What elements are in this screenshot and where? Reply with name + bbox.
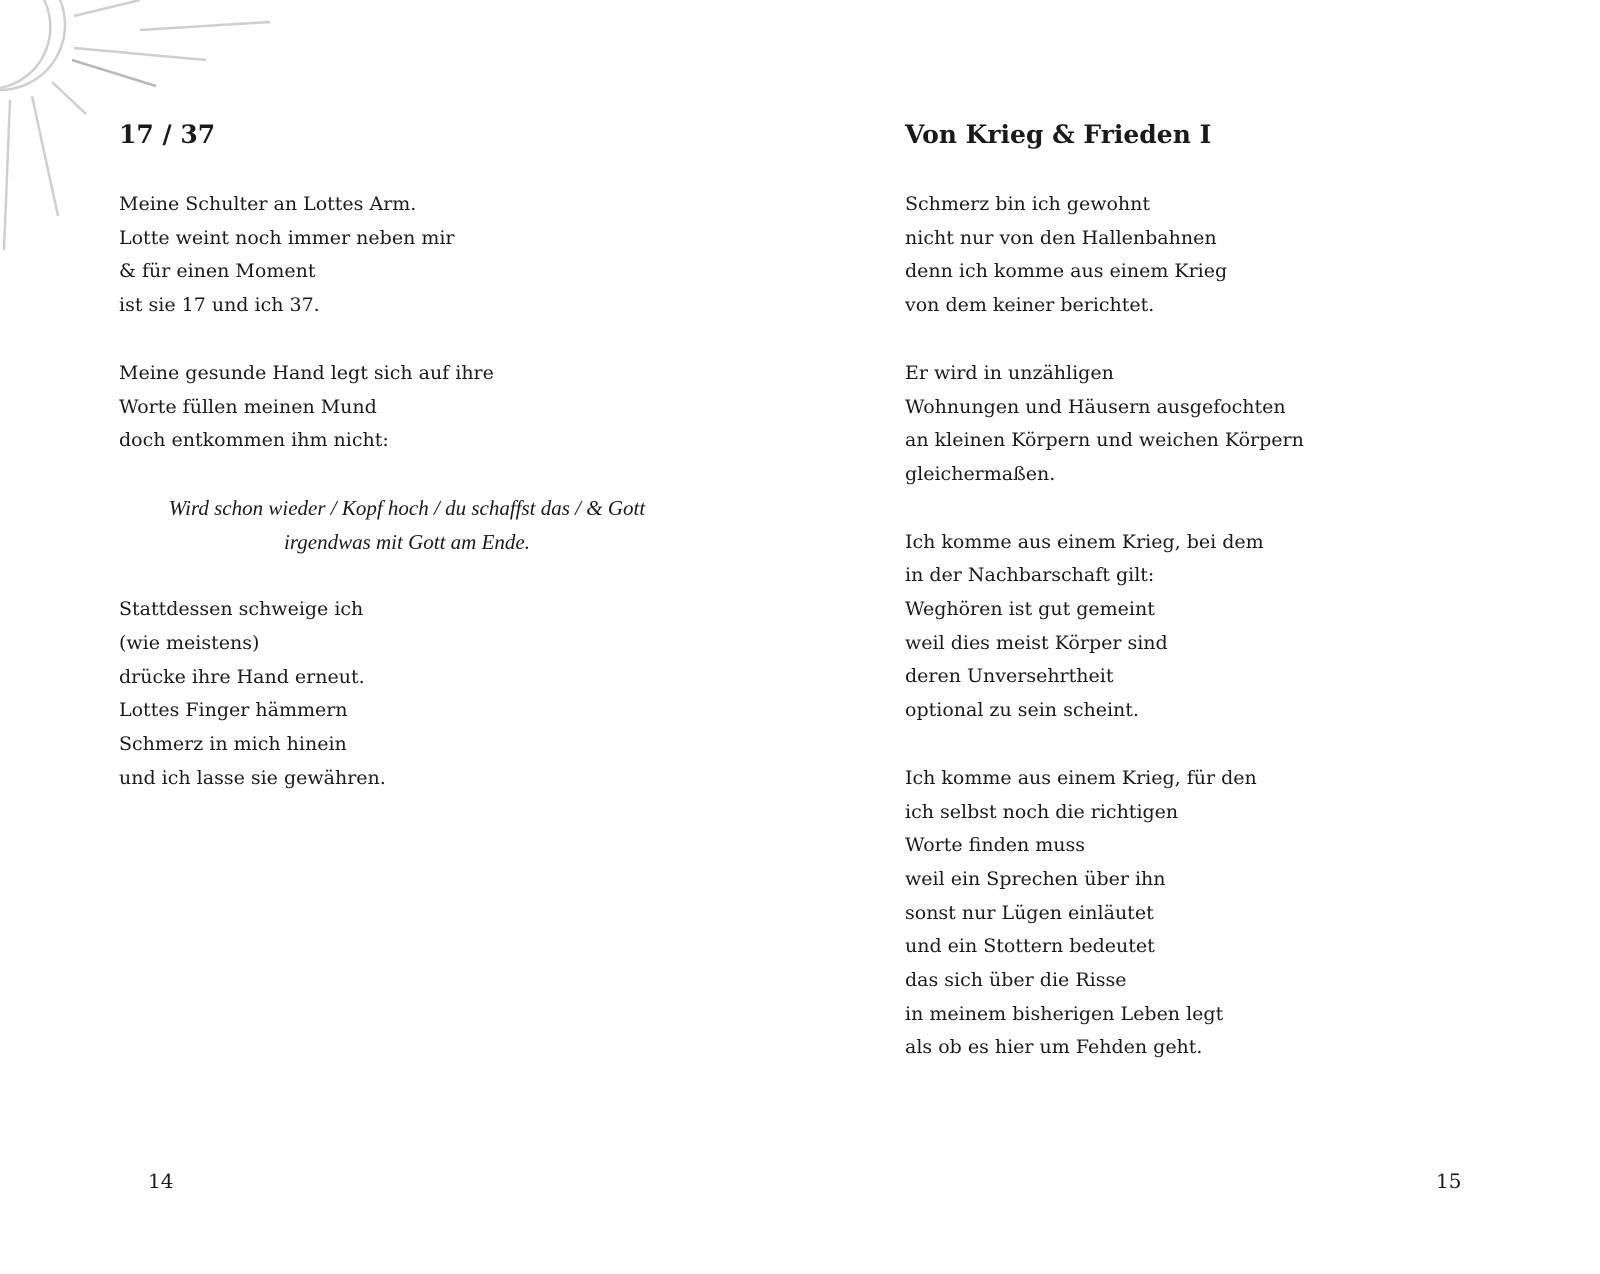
poem-line: Er wird in unzähligen — [905, 361, 1114, 384]
quote-line: Wird schon wieder / Kopf hoch / du schaffst das / & Gott — [168, 495, 646, 520]
poem-line: in der Nachbarschaft gilt: — [905, 564, 1155, 587]
poem-line: optional zu sein scheint. — [905, 699, 1139, 722]
poem-line: (wie meistens) — [119, 632, 260, 655]
stanza — [119, 593, 719, 795]
page-number: 15 — [1436, 1169, 1462, 1193]
poem-line: Stattdessen schweige ich — [119, 598, 364, 621]
poem-line: Schmerz in mich hinein — [119, 733, 347, 756]
poem-line: und ein Stottern bedeutet — [905, 935, 1155, 958]
poem-title: 17 / 37 — [119, 120, 216, 149]
stanza — [905, 188, 1505, 323]
italic-quote — [119, 492, 695, 559]
poem-line: an kleinen Körpern und weichen Körpern — [905, 429, 1304, 452]
stanza — [905, 526, 1505, 728]
poem-line: denn ich komme aus einem Krieg — [905, 260, 1228, 283]
poem-line: drücke ihre Hand erneut. — [119, 665, 365, 688]
poem-line: gleichermaßen. — [905, 462, 1056, 485]
poem-line: Lottes Finger hämmern — [119, 699, 348, 722]
poem-line: Worte füllen meinen Mund — [119, 395, 377, 418]
poem-line: Weghören ist gut gemeint — [905, 598, 1155, 621]
poem-line: ist sie 17 und ich 37. — [119, 294, 320, 317]
poem-line: in meinem bisherigen Leben legt — [905, 1002, 1224, 1025]
poem-line: das sich über die Risse — [905, 969, 1127, 992]
poem-line: Lotte weint noch immer neben mir — [119, 226, 455, 249]
poem-line: als ob es hier um Fehden geht. — [905, 1036, 1203, 1059]
poem-line: sonst nur Lügen einläutet — [905, 901, 1154, 924]
poem-right — [905, 118, 1505, 1099]
poem-line: Worte finden muss — [905, 834, 1086, 857]
poem-line: Meine gesunde Hand legt sich auf ihre — [119, 361, 494, 384]
poem-line: & für einen Moment — [119, 260, 316, 283]
poem-title: Von Krieg & Frieden I — [905, 120, 1212, 149]
poem-line: weil ein Sprechen über ihn — [905, 867, 1166, 890]
page-number: 14 — [148, 1169, 174, 1193]
stanza — [119, 188, 719, 323]
right-page — [800, 0, 1600, 1274]
poem-line: Schmerz bin ich gewohnt — [905, 193, 1151, 215]
poem-line: Ich komme aus einem Krieg, für den — [905, 766, 1257, 789]
poem-line: Ich komme aus einem Krieg, bei dem — [905, 530, 1264, 553]
poem-line: weil dies meist Körper sind — [905, 631, 1168, 654]
poem-line: und ich lasse sie gewähren. — [119, 766, 386, 789]
poem-line: Meine Schulter an Lottes Arm. — [119, 193, 417, 215]
poem-line: deren Unversehrtheit — [905, 665, 1114, 688]
poem-line: ich selbst noch die richtigen — [905, 800, 1179, 823]
poem-line: doch entkommen ihm nicht: — [119, 429, 389, 452]
stanza — [905, 762, 1505, 1065]
stanza — [119, 357, 719, 458]
poem-line: Wohnungen und Häusern ausgefochten — [905, 395, 1286, 418]
stanza — [905, 357, 1505, 492]
poem-line: nicht nur von den Hallenbahnen — [905, 226, 1217, 249]
quote-line: irgendwas mit Gott am Ende. — [284, 529, 530, 554]
poem-left — [119, 118, 719, 830]
poem-line: von dem keiner berichtet. — [905, 294, 1155, 317]
